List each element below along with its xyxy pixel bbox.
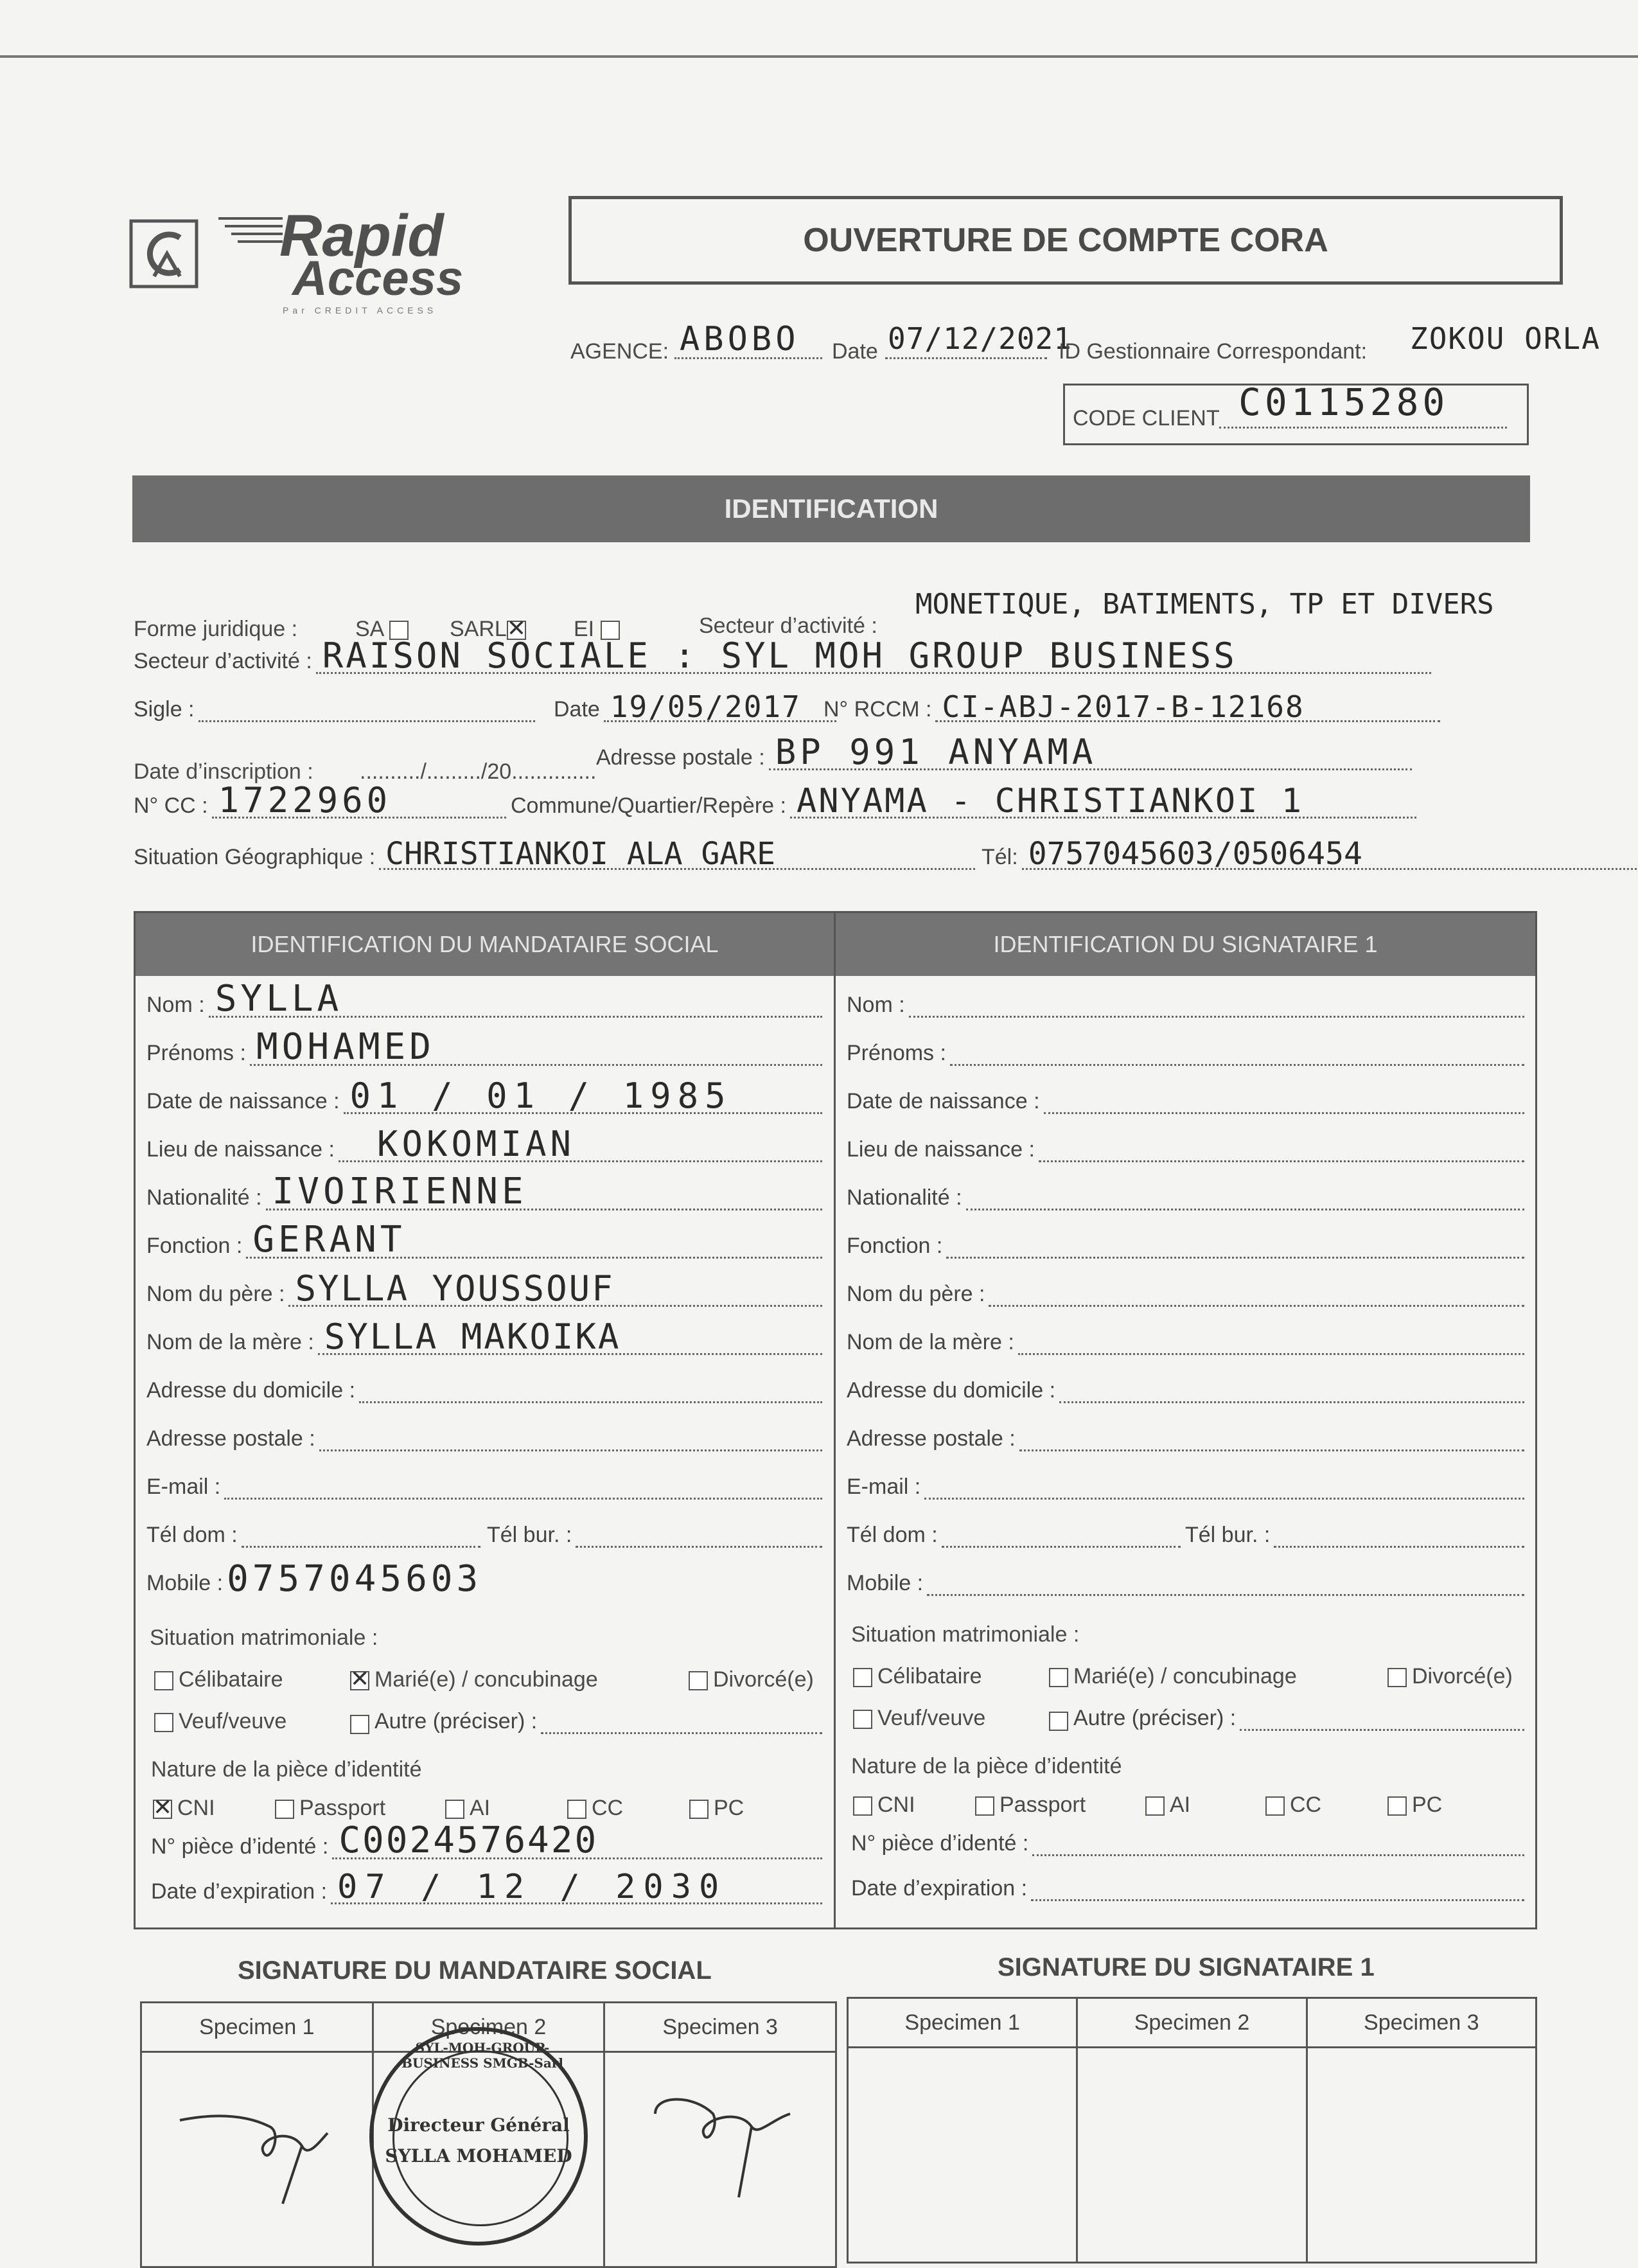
signataire-marie-checkbox[interactable] (1049, 1668, 1068, 1687)
mandataire-nationalite-row (146, 1171, 822, 1212)
mandataire-naissance-value: 01 / 01 / 1985 (349, 1076, 732, 1116)
signataire-expiration-row (851, 1876, 1524, 1901)
mandataire-passport-label: Passport (299, 1796, 386, 1820)
signataire-cni-checkbox[interactable] (853, 1796, 872, 1816)
mandataire-telbur-row (487, 1523, 822, 1548)
signataire-matrimoniale-label: Situation matrimoniale : (851, 1622, 1080, 1647)
mandataire-cc-label: CC (592, 1796, 624, 1820)
code-client-field[interactable] (1219, 380, 1507, 429)
signataire-pere-row (847, 1282, 1524, 1307)
signataire-nationalite-row (847, 1185, 1524, 1210)
adresse-value: BP 991 ANYAMA (775, 732, 1097, 772)
signataire-teldom-field[interactable] (942, 1527, 1181, 1548)
signataire-pc-checkbox[interactable] (1387, 1796, 1407, 1816)
rapid-access-logo-icon (128, 218, 199, 289)
forme-option-sa-label: SA (355, 617, 383, 641)
adresse-label: Adresse postale : (596, 745, 765, 770)
brand-line1: Rapid (279, 203, 444, 269)
mandataire-fonction-value: GERANT (252, 1219, 406, 1261)
code-client-label: CODE CLIENT (1073, 406, 1220, 430)
signataire-domicile-field[interactable] (1059, 1382, 1524, 1403)
signataire-mere-row (847, 1330, 1524, 1355)
commune-label: Commune/Quartier/Repère : (511, 793, 786, 818)
mandataire-matri-celibataire[interactable] (154, 1667, 283, 1692)
rccm-row (823, 689, 1440, 724)
signataire-postale-row (847, 1426, 1524, 1451)
mandataire-fonction-label: Fonction : (146, 1234, 243, 1258)
signataire-lieu-row (847, 1137, 1524, 1162)
mandataire-veuf-label: Veuf/veuve (179, 1709, 287, 1733)
mandataire-pc-checkbox[interactable] (689, 1800, 709, 1819)
secteur2-value: RAISON SOCIALE : SYL MOH GROUP BUSINESS (322, 635, 1237, 676)
situation-row (134, 836, 975, 872)
signataire-telbur-row (1185, 1523, 1524, 1548)
situation-field[interactable] (379, 836, 975, 872)
agence-value: ABOBO (680, 320, 800, 359)
mandataire-matrimoniale-label: Situation matrimoniale : (150, 1626, 378, 1650)
mandataire-veuf-checkbox[interactable] (154, 1713, 173, 1732)
signataire-fonction-row (847, 1234, 1524, 1259)
forme-juridique-label: Forme juridique : (134, 617, 298, 641)
signataire-mere-label: Nom de la mère : (847, 1330, 1014, 1354)
mandataire-naissance-label: Date de naissance : (146, 1089, 340, 1113)
signataire-nationalite-field[interactable] (966, 1189, 1524, 1210)
cc-label: N° CC : (134, 793, 208, 818)
stamp-line1: Directeur Général (387, 2114, 570, 2136)
signataire-nom-field[interactable] (909, 997, 1524, 1018)
panel-divider (834, 911, 836, 1929)
signataire-email-field[interactable] (924, 1478, 1524, 1500)
signataire-cc-label: CC (1290, 1793, 1322, 1817)
signataire-specimen-1-cell[interactable] (848, 2048, 1077, 2263)
signataire-expiration-field[interactable] (1031, 1880, 1524, 1901)
mandataire-marie-checkbox[interactable] (350, 1671, 369, 1690)
rccm-field[interactable] (935, 689, 1440, 724)
signataire-matri-celibataire[interactable] (853, 1664, 982, 1689)
mandataire-lieu-label: Lieu de naissance : (146, 1137, 335, 1162)
code-client-box (1063, 380, 1529, 445)
tel-label: Tél: (982, 845, 1018, 869)
mandataire-telbur-label: Tél bur. : (487, 1523, 572, 1547)
signataire-domicile-row (847, 1378, 1524, 1403)
signataire-mere-field[interactable] (1018, 1334, 1524, 1355)
signataire-num-piece-label: N° pièce d’identé : (851, 1831, 1029, 1856)
mandataire-celibataire-checkbox[interactable] (154, 1671, 173, 1690)
signataire-specimen-table (847, 1997, 1537, 2264)
form-title: OUVERTURE DE COMPTE CORA (803, 222, 1328, 259)
signataire-mobile-row (847, 1571, 1524, 1596)
mandataire-piece-ai[interactable] (445, 1796, 490, 1821)
signataire-naissance-row (847, 1089, 1524, 1114)
signataire-specimen-2-cell[interactable] (1077, 2048, 1307, 2263)
mandataire-expiration-field[interactable] (331, 1868, 822, 1906)
mandataire-divorce-label: Divorcé(e) (713, 1667, 814, 1692)
mandataire-mere-value: SYLLA MAKOIKA (324, 1316, 621, 1357)
mandataire-domicile-field[interactable] (359, 1382, 822, 1403)
mandataire-prenoms-label: Prénoms : (146, 1041, 246, 1065)
signataire-header: IDENTIFICATION DU SIGNATAIRE 1 (836, 913, 1535, 976)
mandataire-nationalite-field[interactable] (266, 1171, 822, 1212)
form-title-box (568, 196, 1563, 285)
forme-option-ei-label: EI (574, 617, 595, 641)
mandataire-pere-label: Nom du père : (146, 1282, 285, 1306)
company-stamp (369, 2027, 588, 2246)
signataire-cni-label: CNI (877, 1793, 915, 1817)
signataire-passport-checkbox[interactable] (975, 1796, 994, 1816)
mandataire-lieu-row (146, 1124, 822, 1164)
mandataire-mobile-value: 0757045603 (227, 1558, 482, 1600)
mandataire-mere-label: Nom de la mère : (146, 1330, 314, 1354)
agence-field[interactable] (674, 320, 822, 359)
mandataire-cni-checkbox[interactable] (153, 1800, 172, 1819)
signataire-signature-title: SIGNATURE DU SIGNATAIRE 1 (998, 1953, 1375, 1981)
mandataire-nom-value: SYLLA (215, 978, 343, 1020)
mandataire-teldom-field[interactable] (242, 1527, 480, 1548)
date-label: Date (832, 339, 878, 364)
signataire-nom-row (847, 993, 1524, 1018)
signataire-matri-autre (1049, 1706, 1524, 1731)
signataire-lieu-field[interactable] (1039, 1141, 1524, 1162)
date-field[interactable] (885, 321, 1072, 359)
mandataire-expiration-label: Date d’expiration : (151, 1879, 328, 1904)
mandataire-lieu-field[interactable] (339, 1124, 822, 1164)
signataire-postale-field[interactable] (1019, 1430, 1524, 1451)
mandataire-ai-checkbox[interactable] (445, 1800, 464, 1819)
signataire-piece-pc[interactable] (1387, 1793, 1442, 1818)
mandataire-num-piece-value: C0024576420 (339, 1820, 599, 1861)
commune-row (511, 782, 1416, 820)
stamp-ring-text: SYL-MOH-GROUP-BUSINESS SMGB-Sarl (401, 2040, 563, 2071)
tel-value: 0757045603/0506454 (1028, 836, 1362, 872)
tel-field[interactable] (1022, 836, 1637, 872)
inscription-field[interactable]: ........../........./20.............. (360, 759, 597, 784)
mandataire-fonction-row (146, 1219, 822, 1261)
adresse-row (596, 732, 1412, 772)
cc-value: 1722960 (218, 780, 392, 820)
mandataire-email-row (146, 1475, 822, 1500)
mandataire-celibataire-label: Célibataire (179, 1667, 283, 1692)
signataire-specimen-2-header: Specimen 2 (1077, 1998, 1307, 2048)
signataire-pere-field[interactable] (989, 1286, 1524, 1307)
signataire-autre-checkbox[interactable] (1049, 1712, 1068, 1731)
signataire-pc-label: PC (1412, 1793, 1443, 1817)
mandataire-nom-label: Nom : (146, 993, 205, 1017)
commune-value: ANYAMA - CHRISTIANKOI 1 (796, 782, 1304, 820)
mandataire-piece-label: Nature de la pièce d’identité (151, 1757, 422, 1782)
signataire-piece-cni[interactable] (853, 1793, 915, 1818)
signataire-piece-label: Nature de la pièce d’identité (851, 1754, 1122, 1778)
mandataire-header: IDENTIFICATION DU MANDATAIRE SOCIAL (136, 913, 834, 976)
secteur-value: MONETIQUE, BATIMENTS, TP ET DIVERS (915, 588, 1494, 621)
secteur2-label: Secteur d’activité : (134, 649, 312, 673)
mandataire-mobile-field[interactable] (227, 1558, 822, 1600)
mandataire-expiration-row (151, 1868, 822, 1906)
date-value: 07/12/2021 (888, 321, 1072, 356)
stamp-line2: SYLLA MOHAMED (385, 2145, 572, 2166)
secteur-label: Secteur d’activité : (699, 614, 877, 638)
mandataire-prenoms-row (146, 1026, 822, 1068)
mandataire-pc-label: PC (714, 1796, 744, 1820)
mandataire-expiration-value: 07 / 12 / 2030 (337, 1868, 727, 1906)
rccm-value: CI-ABJ-2017-B-12168 (942, 689, 1305, 724)
signataire-email-row (847, 1475, 1524, 1500)
signataire-passport-label: Passport (1000, 1793, 1086, 1817)
signataire-mobile-field[interactable] (927, 1575, 1524, 1596)
secteur2-field[interactable] (316, 635, 1431, 676)
mandataire-email-field[interactable] (224, 1478, 822, 1500)
id-date-value: 19/05/2017 (610, 689, 801, 724)
mandataire-nom-field[interactable] (209, 978, 822, 1020)
mandataire-matri-autre (350, 1709, 822, 1734)
mandataire-naissance-row (146, 1076, 822, 1116)
mandataire-piece-passport[interactable] (275, 1796, 385, 1821)
signataire-prenoms-label: Prénoms : (847, 1041, 946, 1065)
agence-label: AGENCE: (570, 339, 669, 364)
adresse-field[interactable] (769, 732, 1412, 772)
mandataire-email-label: E-mail : (146, 1475, 221, 1499)
gestionnaire-label: ID Gestionnaire Correspondant: (1059, 339, 1368, 364)
mandataire-telbur-field[interactable] (576, 1527, 822, 1548)
mandataire-specimen-1-header: Specimen 1 (141, 2003, 373, 2052)
mandataire-postale-label: Adresse postale : (146, 1426, 315, 1451)
signataire-veuf-label: Veuf/veuve (877, 1706, 986, 1730)
gestionnaire-value: ZOKOU ORLA (1410, 321, 1601, 353)
mandataire-autre-label: Autre (préciser) : (374, 1709, 538, 1733)
signataire-pere-label: Nom du père : (847, 1282, 985, 1306)
mandataire-matri-marie[interactable] (350, 1667, 598, 1692)
situation-label: Situation Géographique : (134, 845, 376, 869)
mandataire-prenoms-value: MOHAMED (256, 1026, 435, 1068)
mandataire-divorce-checkbox[interactable] (689, 1671, 708, 1690)
mandataire-num-piece-label: N° pièce d’identé : (151, 1834, 329, 1859)
signataire-piece-passport[interactable] (975, 1793, 1086, 1818)
signataire-cc-checkbox[interactable] (1265, 1796, 1285, 1816)
signataire-postale-label: Adresse postale : (847, 1426, 1016, 1451)
sigle-field[interactable] (198, 701, 536, 722)
mandataire-pere-row (146, 1268, 822, 1309)
mandataire-matri-divorce[interactable] (689, 1667, 814, 1692)
signataire-teldom-row (847, 1523, 1181, 1548)
mandataire-nationalite-label: Nationalité : (146, 1185, 262, 1210)
inscription-label: Date d’inscription : (134, 759, 313, 784)
mandataire-nationalite-value: IVOIRIENNE (272, 1171, 527, 1212)
mandataire-postale-field[interactable] (319, 1430, 822, 1451)
mandataire-specimen-2-header: Specimen 2 (373, 2003, 604, 2052)
mandataire-prenoms-field[interactable] (250, 1026, 822, 1068)
signataire-num-piece-field[interactable] (1032, 1835, 1524, 1856)
mandataire-num-piece-row (151, 1820, 822, 1861)
mandataire-teldom-label: Tél dom : (146, 1523, 238, 1547)
scan-edge (0, 55, 1638, 58)
signataire-autre-label: Autre (préciser) : (1073, 1706, 1237, 1730)
signataire-celibataire-checkbox[interactable] (853, 1668, 872, 1687)
mandataire-matri-veuf[interactable] (154, 1709, 286, 1734)
tel-row (982, 836, 1637, 872)
signature-specimen-1-icon (173, 2088, 353, 2217)
identification-header: IDENTIFICATION (132, 475, 1530, 542)
signataire-specimen-1-header: Specimen 1 (848, 1998, 1077, 2048)
signataire-matri-divorce[interactable] (1387, 1664, 1513, 1689)
signataire-matri-marie[interactable] (1049, 1664, 1297, 1689)
mandataire-mobile-row (146, 1558, 822, 1600)
signataire-matri-veuf[interactable] (853, 1706, 985, 1731)
id-date-label: Date (554, 697, 600, 722)
signataire-naissance-field[interactable] (1044, 1093, 1524, 1114)
signataire-ai-label: AI (1170, 1793, 1191, 1817)
mandataire-pere-field[interactable] (288, 1268, 822, 1309)
signataire-telbur-field[interactable] (1274, 1527, 1524, 1548)
signature-specimen-3-icon (642, 2075, 816, 2204)
signataire-expiration-label: Date d’expiration : (851, 1876, 1028, 1900)
signataire-prenoms-field[interactable] (950, 1045, 1524, 1066)
mandataire-postale-row (146, 1426, 822, 1451)
mandataire-piece-cc[interactable] (567, 1796, 623, 1821)
mandataire-mobile-label: Mobile : (146, 1571, 224, 1595)
mandataire-fonction-field[interactable] (246, 1219, 822, 1261)
mandataire-num-piece-field[interactable] (332, 1820, 822, 1861)
mandataire-marie-label: Marié(e) / concubinage (374, 1667, 598, 1692)
mandataire-cni-label: CNI (177, 1796, 215, 1820)
date-rccm-row (554, 689, 836, 724)
mandataire-teldom-row (146, 1523, 480, 1548)
cc-row (134, 780, 506, 820)
mandataire-domicile-label: Adresse du domicile : (146, 1378, 356, 1403)
forme-option-sarl-label: SARL (450, 617, 507, 641)
gestionnaire-field[interactable] (1410, 321, 1635, 353)
mandataire-signature-title: SIGNATURE DU MANDATAIRE SOCIAL (238, 1956, 712, 1985)
signataire-lieu-label: Lieu de naissance : (847, 1137, 1035, 1162)
mandataire-domicile-row (146, 1378, 822, 1403)
mandataire-mere-row (146, 1316, 822, 1357)
id-date-field[interactable] (604, 689, 836, 724)
signataire-domicile-label: Adresse du domicile : (847, 1378, 1056, 1403)
speed-lines-icon (212, 212, 289, 251)
mandataire-naissance-field[interactable] (344, 1076, 822, 1116)
mandataire-passport-checkbox[interactable] (275, 1800, 294, 1819)
mandataire-autre-checkbox[interactable] (350, 1715, 369, 1734)
signataire-ai-checkbox[interactable] (1145, 1796, 1165, 1816)
mandataire-pere-value: SYLLA YOUSSOUF (295, 1268, 615, 1309)
signataire-fonction-field[interactable] (946, 1237, 1524, 1259)
commune-field[interactable] (790, 782, 1416, 820)
signataire-divorce-label: Divorcé(e) (1412, 1664, 1513, 1688)
mandataire-piece-cni[interactable] (153, 1796, 215, 1821)
signataire-autre-field[interactable] (1240, 1710, 1524, 1731)
mandataire-piece-pc[interactable] (689, 1796, 744, 1821)
signataire-marie-label: Marié(e) / concubinage (1073, 1664, 1297, 1688)
logo (128, 203, 488, 321)
signataire-telbur-label: Tél bur. : (1185, 1523, 1271, 1547)
rccm-label: N° RCCM : (823, 697, 932, 722)
signataire-teldom-label: Tél dom : (847, 1523, 938, 1547)
signataire-nom-label: Nom : (847, 993, 905, 1017)
signataire-prenoms-row (847, 1041, 1524, 1066)
secteur2-row (134, 635, 1431, 676)
situation-value: CHRISTIANKOI ALA GARE (385, 836, 776, 872)
brand-line2: Access (292, 251, 464, 306)
mandataire-lieu-value: KOKOMIAN (376, 1124, 576, 1164)
signataire-celibataire-label: Célibataire (877, 1664, 982, 1688)
cc-field[interactable] (212, 780, 506, 820)
signataire-piece-ai[interactable] (1145, 1793, 1190, 1818)
secteur-field[interactable] (915, 588, 1638, 626)
signataire-veuf-checkbox[interactable] (853, 1710, 872, 1729)
mandataire-specimen-3-header: Specimen 3 (604, 2003, 836, 2052)
signataire-mobile-label: Mobile : (847, 1571, 924, 1595)
brand-tagline: Par CREDIT ACCESS (283, 305, 437, 315)
mandataire-nom-row (146, 978, 822, 1020)
signataire-specimen-3-header: Specimen 3 (1307, 1998, 1536, 2048)
signataire-email-label: E-mail : (847, 1475, 921, 1499)
signataire-piece-cc[interactable] (1265, 1793, 1321, 1818)
sigle-row (134, 697, 535, 722)
signataire-divorce-checkbox[interactable] (1387, 1668, 1407, 1687)
signataire-fonction-label: Fonction : (847, 1234, 943, 1258)
signataire-nationalite-label: Nationalité : (847, 1185, 962, 1210)
sigle-label: Sigle : (134, 697, 195, 722)
signataire-num-piece-row (851, 1831, 1524, 1856)
mandataire-ai-label: AI (470, 1796, 491, 1820)
mandataire-mere-field[interactable] (318, 1316, 822, 1357)
code-client-value: C0115280 (1238, 380, 1449, 424)
signataire-naissance-label: Date de naissance : (847, 1089, 1040, 1113)
mandataire-cc-checkbox[interactable] (567, 1800, 586, 1819)
signataire-specimen-3-cell[interactable] (1307, 2048, 1536, 2263)
mandataire-autre-field[interactable] (541, 1713, 822, 1734)
